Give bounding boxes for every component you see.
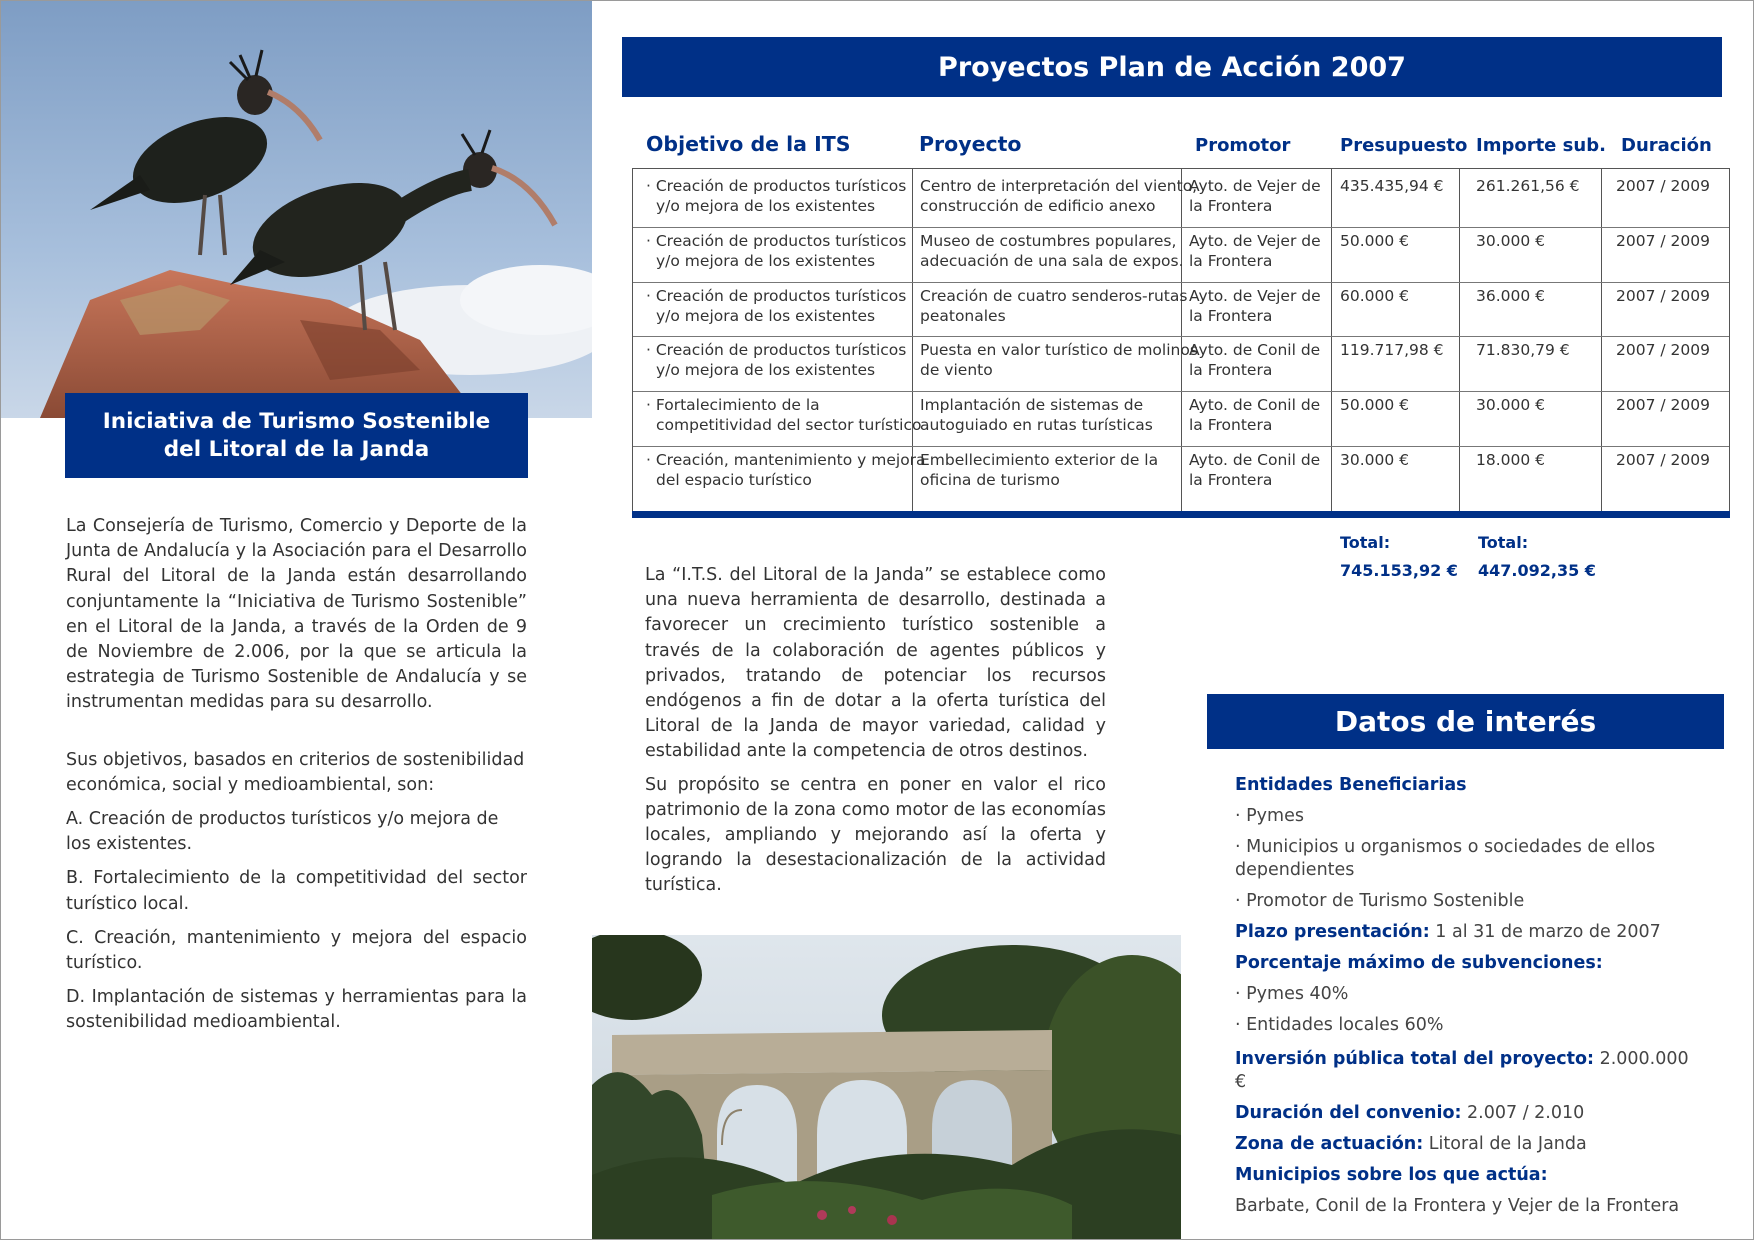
initiative-title-line2: del Litoral de la Janda <box>163 436 430 462</box>
cell-objetivo-line2: y/o mejora de los existentes <box>656 252 876 270</box>
cell-promotor-line1: Ayto. de Vejer de <box>1189 232 1321 250</box>
cell-promotor-line1: Ayto. de Conil de <box>1189 396 1321 414</box>
table-divider <box>633 446 1729 447</box>
entidad-item: · Pymes <box>1235 806 1304 826</box>
cell-promotor <box>1189 395 1320 435</box>
cell-proyecto-line2: adecuación de una sala de expos. <box>920 252 1184 270</box>
header-presupuesto: Presupuesto <box>1340 135 1468 156</box>
table-divider <box>633 227 1729 228</box>
entidad-item: · Municipios u organismos o sociedades de ellos dependientes <box>1235 837 1656 880</box>
total-presupuesto-value: 745.153,92 € <box>1340 561 1458 580</box>
duracion-row <box>1235 1102 1705 1125</box>
cell-presupuesto: 60.000 € <box>1340 287 1410 305</box>
header-duracion: Duración <box>1621 135 1712 156</box>
porcentaje-item: · Entidades locales 60% <box>1235 1015 1444 1035</box>
cell-promotor-line2: la Frontera <box>1189 252 1273 270</box>
table-divider <box>633 336 1729 337</box>
total-label: Total: <box>1340 533 1391 552</box>
cell-proyecto <box>920 286 1187 326</box>
cell-objetivo-line2: y/o mejora de los existentes <box>656 307 876 325</box>
its-description <box>645 563 1106 907</box>
cell-objetivo <box>646 231 906 271</box>
inversion-label: Inversión pública total del proyecto: <box>1235 1049 1595 1069</box>
inversion-value: 2.000.000 € <box>1235 1049 1689 1092</box>
cell-proyecto-line2: de viento <box>920 361 993 379</box>
table-divider <box>1459 169 1460 511</box>
cell-promotor <box>1189 176 1321 216</box>
total-importe <box>1478 529 1596 585</box>
cell-proyecto-line1: Puesta en valor turístico de molinos <box>920 341 1198 359</box>
cell-promotor-line2: la Frontera <box>1189 197 1273 215</box>
cell-proyecto-line1: Implantación de sistemas de <box>920 396 1144 414</box>
ibis-photo <box>0 0 592 418</box>
table-divider <box>633 391 1729 392</box>
cell-promotor-line1: Ayto. de Vejer de <box>1189 177 1321 195</box>
cell-duracion: 2007 / 2009 <box>1616 177 1710 195</box>
cell-objetivo-line1: · Creación, mantenimiento y mejora <box>646 451 926 469</box>
cell-objetivo-line1: · Creación de productos turísticos <box>646 177 907 195</box>
aqueduct-photo <box>592 935 1181 1240</box>
cell-promotor-line2: la Frontera <box>1189 471 1273 489</box>
cell-duracion: 2007 / 2009 <box>1616 232 1710 250</box>
municipios-value: Barbate, Conil de la Frontera y Vejer de la Frontera <box>1235 1196 1680 1216</box>
table-divider <box>1331 169 1332 511</box>
total-presupuesto <box>1340 529 1458 585</box>
table-column-headers <box>0 130 1754 164</box>
plazo-row <box>1235 921 1705 944</box>
cell-importe: 261.261,56 € <box>1476 177 1580 195</box>
table-bottom-bar <box>632 511 1730 518</box>
its-paragraph-1: La “I.T.S. del Litoral de la Janda” se establece como una nueva herramienta de desarrollo, destinada a favorecer un crecimiento turístico sostenible a través de la colaboración de agentes públicos y privados, tratando de potenciar los recursos endógenos a fin de dotar a la oferta turística del Litoral de la Janda de mayor variedad, calidad y estabilidad ante la competencia de otros destinos. <box>645 565 1106 762</box>
cell-presupuesto: 50.000 € <box>1340 396 1410 414</box>
duracion-label: Duración del convenio: <box>1235 1103 1462 1123</box>
entidades-heading: Entidades Beneficiarias <box>1235 775 1467 795</box>
cell-objetivo-line2: y/o mejora de los existentes <box>656 361 876 379</box>
cell-promotor <box>1189 340 1320 380</box>
table-divider <box>1601 169 1602 511</box>
projects-table <box>632 168 1730 518</box>
header-objetivo: Objetivo de la ITS <box>646 132 851 156</box>
plazo-value: 1 al 31 de marzo de 2007 <box>1429 922 1661 942</box>
cell-proyecto-line1: Embellecimiento exterior de la <box>920 451 1159 469</box>
objective-d: D. Implantación de sistemas y herramientas para la sostenibilidad medioambiental. <box>66 987 527 1033</box>
cell-proyecto-line2: construcción de edificio anexo <box>920 197 1156 215</box>
zona-row <box>1235 1133 1705 1156</box>
cell-importe: 30.000 € <box>1476 396 1546 414</box>
cell-presupuesto: 435.435,94 € <box>1340 177 1444 195</box>
cell-duracion: 2007 / 2009 <box>1616 396 1710 414</box>
initiative-title-line1: Iniciativa de Turismo Sostenible <box>102 408 491 434</box>
objective-c: C. Creación, mantenimiento y mejora del espacio turístico. <box>66 927 527 974</box>
cell-proyecto-line2: peatonales <box>920 307 1006 325</box>
cell-presupuesto: 30.000 € <box>1340 451 1410 469</box>
zona-value: Litoral de la Janda <box>1423 1134 1587 1154</box>
zona-label: Zona de actuación: <box>1235 1134 1424 1154</box>
cell-presupuesto: 119.717,98 € <box>1340 341 1444 359</box>
entidad-item: · Promotor de Turismo Sostenible <box>1235 891 1525 911</box>
intro-paragraph: La Consejería de Turismo, Comercio y Deporte de la Junta de Andalucía y la Asociación para el Desarrollo Rural del Litoral de la Janda están desarrollando conjuntamente la “Iniciativa de Turismo Sostenible” en el Litoral de la Janda, a través de la Orden de 9 de Noviembre de 2.006, por la que se articula la estrategia de Turismo Sostenible de Andalucía y se instrumentan medidas para su desarrollo. <box>66 516 527 713</box>
cell-importe: 30.000 € <box>1476 232 1546 250</box>
objective-b: B. Fortalecimiento de la competitividad del sector turístico local. <box>66 868 527 914</box>
cell-objetivo-line1: · Creación de productos turísticos <box>646 287 907 305</box>
cell-promotor-line2: la Frontera <box>1189 307 1273 325</box>
cell-promotor-line2: la Frontera <box>1189 416 1273 434</box>
cell-promotor-line1: Ayto. de Vejer de <box>1189 287 1321 305</box>
cell-proyecto-line1: Creación de cuatro senderos-rutas <box>920 287 1188 305</box>
cell-proyecto-line2: autoguiado en rutas turísticas <box>920 416 1153 434</box>
cell-proyecto <box>920 176 1197 216</box>
plazo-label: Plazo presentación: <box>1235 922 1430 942</box>
cell-duracion: 2007 / 2009 <box>1616 341 1710 359</box>
initiative-title-box <box>65 393 528 478</box>
cell-duracion: 2007 / 2009 <box>1616 287 1710 305</box>
cell-proyecto-line1: Centro de interpretación del viento, <box>920 177 1198 195</box>
porcentaje-heading: Porcentaje máximo de subvenciones: <box>1235 953 1603 973</box>
duracion-value: 2.007 / 2.010 <box>1461 1103 1585 1123</box>
cell-presupuesto: 50.000 € <box>1340 232 1410 250</box>
cell-objetivo-line2: y/o mejora de los existentes <box>656 197 876 215</box>
cell-objetivo <box>646 450 926 490</box>
cell-duracion: 2007 / 2009 <box>1616 451 1710 469</box>
cell-importe: 71.830,79 € <box>1476 341 1570 359</box>
cell-proyecto <box>920 450 1158 490</box>
objective-a: A. Creación de productos turísticos y/o mejora de los existentes. <box>66 809 499 855</box>
cell-objetivo-line1: · Creación de productos turísticos <box>646 341 907 359</box>
header-proyecto: Proyecto <box>919 132 1022 156</box>
datos-list <box>1235 774 1705 1226</box>
municipios-heading: Municipios sobre los que actúa: <box>1235 1165 1548 1185</box>
cell-objetivo-line2: competitividad del sector turístico <box>656 416 922 434</box>
cell-proyecto-line1: Museo de costumbres populares, <box>920 232 1177 250</box>
cell-promotor <box>1189 286 1321 326</box>
cell-promotor <box>1189 231 1321 271</box>
cell-objetivo <box>646 395 921 435</box>
cell-promotor <box>1189 450 1320 490</box>
cell-objetivo-line1: · Creación de productos turísticos <box>646 232 907 250</box>
cell-proyecto <box>920 395 1153 435</box>
cell-objetivo <box>646 340 906 380</box>
plan-title: Proyectos Plan de Acción 2007 <box>622 37 1722 97</box>
cell-promotor-line1: Ayto. de Conil de <box>1189 451 1321 469</box>
porcentaje-item: · Pymes 40% <box>1235 984 1349 1004</box>
cell-proyecto <box>920 231 1184 271</box>
cell-promotor-line1: Ayto. de Conil de <box>1189 341 1321 359</box>
datos-title: Datos de interés <box>1207 694 1724 749</box>
total-importe-value: 447.092,35 € <box>1478 561 1596 580</box>
cell-objetivo-line2: del espacio turístico <box>656 471 812 489</box>
inversion-row <box>1235 1048 1705 1094</box>
cell-objetivo-line1: · Fortalecimiento de la <box>646 396 820 414</box>
header-importe: Importe sub. <box>1476 135 1606 156</box>
left-body-text <box>66 514 527 1045</box>
header-promotor: Promotor <box>1195 135 1291 156</box>
cell-importe: 18.000 € <box>1476 451 1546 469</box>
cell-promotor-line2: la Frontera <box>1189 361 1273 379</box>
total-label: Total: <box>1478 533 1529 552</box>
objectives-intro: Sus objetivos, basados en criterios de sostenibilidad económica, social y medioambiental, son: <box>66 749 525 795</box>
cell-proyecto <box>920 340 1198 380</box>
cell-objetivo <box>646 286 906 326</box>
cell-objetivo <box>646 176 906 216</box>
cell-proyecto-line2: oficina de turismo <box>920 471 1060 489</box>
table-divider <box>633 282 1729 283</box>
its-paragraph-2: Su propósito se centra en poner en valor el rico patrimonio de la zona como motor de las economías locales, ampliando y mejorando así la oferta y logrando la desestacionalización de la actividad turística. <box>645 774 1106 896</box>
cell-importe: 36.000 € <box>1476 287 1546 305</box>
